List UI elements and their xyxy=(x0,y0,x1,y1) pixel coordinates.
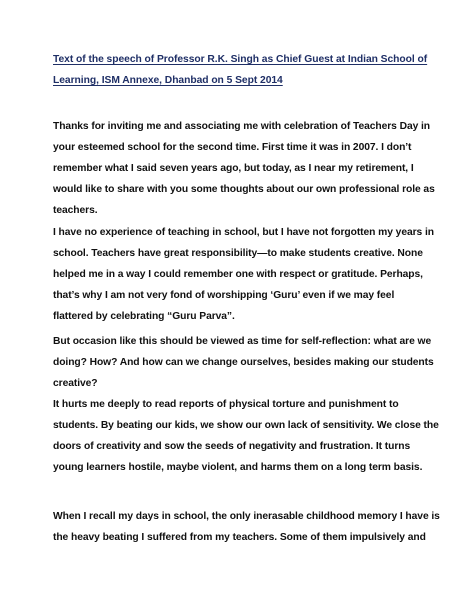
text-line: doing? How? And how can we change ourselves, besides making our students xyxy=(53,357,434,368)
paragraph-punishment xyxy=(53,394,439,478)
text-line: your esteemed school for the second time. First time it was in 2007. I don’t xyxy=(53,142,412,153)
text-line: remember what I said seven years ago, but today, as I near my retirement, I xyxy=(53,163,414,174)
text-line: would like to share with you some thoughts about our own professional role as xyxy=(53,184,435,195)
text-line: teachers. xyxy=(53,205,98,216)
text-line: students. By beating our kids, we show our own lack of sensitivity. We close the xyxy=(53,420,439,431)
paragraph-thanks xyxy=(53,116,435,221)
speech-title xyxy=(53,49,428,91)
text-line: creative? xyxy=(53,378,98,389)
text-line: school. Teachers have great responsibility—to make students creative. None xyxy=(53,248,423,259)
text-line: doors of creativity and sow the seeds of negativity and frustration. It turns xyxy=(53,441,411,452)
text-line: But occasion like this should be viewed as time for self-reflection: what are we xyxy=(53,336,432,347)
text-line: helped me in a way I could remember one with respect or gratitude. Perhaps, xyxy=(53,269,423,280)
text-line: the heavy beating I suffered from my teachers. Some of them impulsively and xyxy=(53,532,426,543)
text-line: I have no experience of teaching in school, but I have not forgotten my years in xyxy=(53,227,434,238)
text-line: flattered by celebrating “Guru Parva”. xyxy=(53,311,235,322)
title-line: Text of the speech of Professor R.K. Singh as Chief Guest at Indian School of xyxy=(53,54,428,65)
paragraph-memory xyxy=(53,506,440,548)
text-line: that’s why I am not very fond of worshipping ‘Guru’ even if we may feel xyxy=(53,290,395,301)
text-line: When I recall my days in school, the only inerasable childhood memory I have is xyxy=(53,511,440,522)
text-line: young learners hostile, maybe violent, and harms them on a long term basis. xyxy=(53,462,423,473)
paragraph-experience xyxy=(53,222,434,327)
title-line: Learning, ISM Annexe, Dhanbad on 5 Sept 2014 xyxy=(53,75,283,86)
paragraph-reflection xyxy=(53,331,434,394)
document-page xyxy=(53,49,440,543)
text-line: Thanks for inviting me and associating me with celebration of Teachers Day in xyxy=(53,121,431,132)
text-line: It hurts me deeply to read reports of physical torture and punishment to xyxy=(53,399,399,410)
